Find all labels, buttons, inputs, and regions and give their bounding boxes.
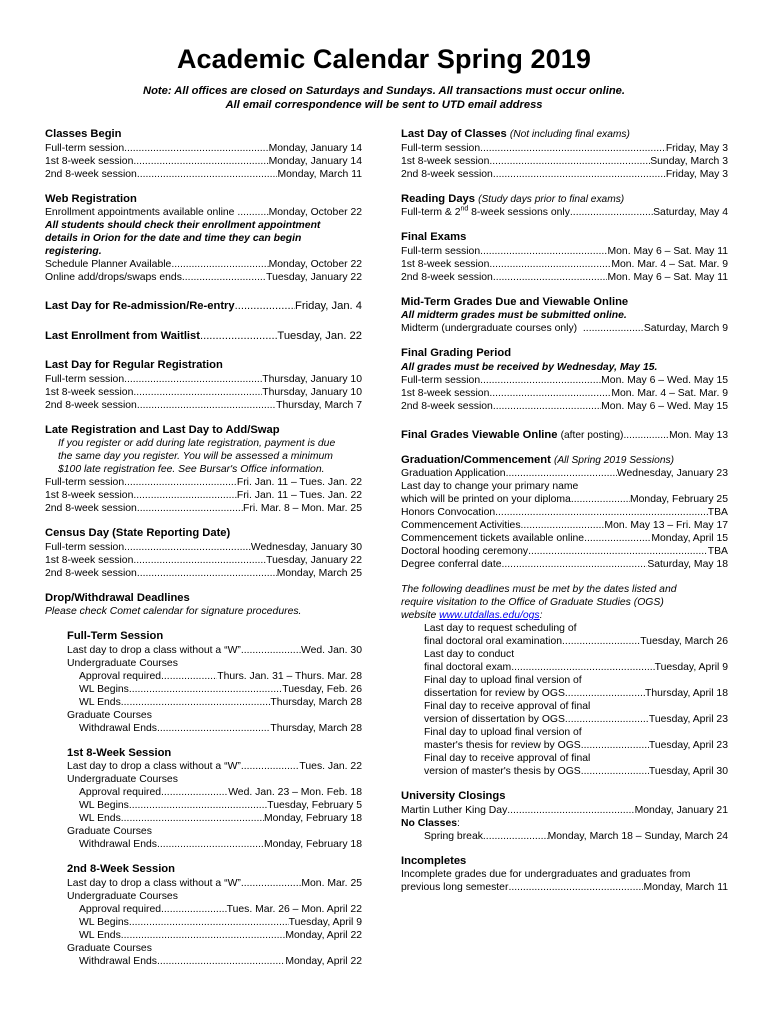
full-term-wl-ends-row xyxy=(45,696,362,709)
row-label: Withdrawal Ends xyxy=(79,839,157,850)
regular-registration-row xyxy=(45,399,362,412)
grades-viewable-row xyxy=(401,429,728,442)
row-label: Degree conferral date xyxy=(401,559,502,570)
no-classes-text: No Classes xyxy=(401,817,458,829)
row-label: final doctoral oral examination xyxy=(424,636,563,647)
warning-line: registering. xyxy=(45,246,102,257)
note-line: $100 late registration fee. See Bursar's Office information. xyxy=(58,464,325,475)
first-8-wl-begins-row xyxy=(45,799,362,812)
row-label: Approval required xyxy=(79,903,162,915)
page-title: Academic Calendar Spring 2019 xyxy=(176,44,592,74)
row-label: Approval required xyxy=(79,787,162,798)
commencement-tickets-row xyxy=(401,532,728,545)
row-label: 1st 8-week session xyxy=(45,490,134,501)
row-value: Tuesday, January 22 xyxy=(266,554,362,566)
spring-break-row xyxy=(401,830,728,843)
last-day-classes-row xyxy=(401,155,728,168)
row-value: Tues. Jan. 22 xyxy=(299,761,362,772)
row-value: Monday, March 11 xyxy=(277,168,362,180)
final-exams-row xyxy=(401,271,728,284)
final-exams-row xyxy=(401,258,728,271)
row-label: 2nd 8-week session xyxy=(45,399,137,411)
ogs-item-row xyxy=(401,687,728,700)
row-label: WL Ends xyxy=(79,813,121,824)
row-label: 2nd 8-week session xyxy=(401,168,493,180)
row-value: Tuesday, January 22 xyxy=(266,272,362,283)
row-value: Wed. Jan. 30 xyxy=(300,644,362,656)
ogs-item-line: Last day to request scheduling of xyxy=(424,623,577,634)
first-8-drop-row xyxy=(45,760,362,773)
label-part: Full-term & 2 xyxy=(401,207,461,218)
row-value: Mon. Mar. 25 xyxy=(301,877,362,889)
row-label: version of dissertation by OGS xyxy=(424,714,565,725)
final-exams-row xyxy=(401,245,728,258)
row-value: Monday, April 22 xyxy=(285,929,362,941)
heading-text: Reading Days xyxy=(401,192,475,205)
undergraduate-courses-label: Undergraduate Courses xyxy=(67,657,178,669)
row-value: Tuesday, April 23 xyxy=(648,714,728,725)
drop-withdrawal-note: Please check Comet calendar for signature procedures. xyxy=(45,606,302,617)
row-value: Mon. Mar. 4 – Sat. Mar. 9 xyxy=(611,258,728,270)
name-change-line: Last day to change your primary name xyxy=(401,481,579,492)
row-label: Withdrawal Ends xyxy=(79,955,157,967)
name-change-row xyxy=(401,493,728,506)
row-value: Friday, May 3 xyxy=(665,142,728,154)
row-label: 1st 8-week session xyxy=(45,554,134,566)
census-day-row xyxy=(45,541,362,554)
first-8-approval-row xyxy=(45,786,362,799)
readmission-value: Friday, Jan. 4 xyxy=(295,300,362,312)
row-value: Tuesday, February 5 xyxy=(267,800,362,811)
row-value: Monday, October 22 xyxy=(268,207,362,218)
row-label: WL Ends xyxy=(79,696,121,708)
final-grading-note: All grades must be received by Wednesday, May 15. xyxy=(401,361,658,373)
census-day-row xyxy=(45,554,362,567)
regular-registration-row xyxy=(45,386,362,399)
waitlist-label: Last Enrollment from Waitlist xyxy=(45,329,200,342)
second-8-wl-ends-row xyxy=(45,929,362,942)
row-label: Schedule Planner Available xyxy=(45,259,172,270)
heading-text: Last Day of Classes xyxy=(401,128,507,140)
final-grading-row xyxy=(401,400,728,413)
ogs-item-row xyxy=(401,765,728,778)
row-label: Martin Luther King Day xyxy=(401,804,508,816)
first-8-wl-ends-row xyxy=(45,812,362,825)
left-column xyxy=(45,128,362,968)
degree-conferral-row xyxy=(401,558,728,571)
row-label: 1st 8-week session xyxy=(45,386,134,398)
midterm-row xyxy=(401,322,728,335)
second-8-withdrawal-row xyxy=(45,955,362,968)
graduation-heading xyxy=(401,454,728,468)
graduation-application-row xyxy=(401,467,728,480)
second-8-wl-begins-row xyxy=(45,916,362,929)
row-value: Tuesday, March 26 xyxy=(640,636,728,647)
ogs-intro xyxy=(401,583,728,622)
late-registration-note xyxy=(45,437,362,476)
regular-registration-heading: Last Day for Regular Registration xyxy=(45,359,223,371)
row-label: final doctoral exam xyxy=(424,662,512,673)
row-label: dissertation for review by OGS xyxy=(424,688,565,699)
ogs-intro-text: : xyxy=(539,610,543,621)
row-label: WL Begins xyxy=(79,800,129,811)
last-day-classes-heading xyxy=(401,128,728,142)
incompletes-heading: Incompletes xyxy=(401,854,467,867)
row-label: Full-term session xyxy=(45,373,125,385)
full-term-session-heading: Full-Term Session xyxy=(67,630,164,642)
warning-line: details in Orion for the date and time they can begin xyxy=(45,233,302,244)
final-grading-row xyxy=(401,387,728,400)
row-label: Approval required xyxy=(79,670,162,682)
readmission-label: Last Day for Re-admission/Re-entry xyxy=(45,300,235,312)
row-value: Tuesday, Feb. 26 xyxy=(282,683,362,695)
row-label: Full-term session xyxy=(401,374,481,386)
ogs-item-line: Last day to conduct xyxy=(424,649,515,660)
row-label: Last day to drop a class without a “W” xyxy=(67,644,241,656)
enrollment-appointments-row xyxy=(45,206,362,219)
midterm-note: All midterm grades must be submitted online. xyxy=(401,310,627,321)
row-value: Thursday, April 18 xyxy=(645,688,728,699)
undergraduate-courses-label: Undergraduate Courses xyxy=(67,890,178,902)
census-day-row xyxy=(45,567,362,580)
row-label: Full-term session xyxy=(45,477,125,488)
late-registration-row xyxy=(45,476,362,489)
last-day-classes-row xyxy=(401,142,728,155)
row-value: Mon. May 6 – Wed. May 15 xyxy=(601,374,728,386)
row-label: Commencement tickets available online xyxy=(401,533,585,544)
row-value: Mon. May 6 – Sat. May 11 xyxy=(607,271,728,283)
ogs-intro-line: The following deadlines must be met by the dates listed and xyxy=(401,584,677,595)
row-value: Fri. Jan. 11 – Tues. Jan. 22 xyxy=(236,490,362,501)
row-value: Mon. Mar. 4 – Sat. Mar. 9 xyxy=(611,387,728,399)
row-label: version of master's thesis by OGS xyxy=(424,766,581,777)
ogs-item-line: Final day to upload final version of xyxy=(424,675,582,686)
row-label: 1st 8-week session xyxy=(45,155,134,167)
row-value: TBA xyxy=(707,507,728,518)
ogs-intro-text: website xyxy=(401,610,440,621)
row-value: Monday, March 11 xyxy=(643,882,728,893)
heading-text: Graduation/Commencement xyxy=(401,453,551,466)
row-label: WL Begins xyxy=(79,916,129,928)
undergraduate-courses-label: Undergraduate Courses xyxy=(67,774,178,785)
row-value: Mon. May 13 xyxy=(669,429,728,441)
row-label: Full-term session xyxy=(45,541,125,553)
regular-registration-row xyxy=(45,373,362,386)
row-label: Spring break xyxy=(424,830,483,842)
row-label: Withdrawal Ends xyxy=(79,722,157,734)
waitlist-value: Tuesday, Jan. 22 xyxy=(277,329,362,342)
ogs-website-link[interactable]: www.utdallas.edu/ogs xyxy=(439,610,540,621)
row-value: Thurs. Jan. 31 – Thurs. Mar. 28 xyxy=(217,670,362,682)
row-label: Doctoral hooding ceremony xyxy=(401,546,529,557)
row-value: Monday, January 14 xyxy=(268,142,362,154)
row-value: Fri. Mar. 8 – Mon. Mar. 25 xyxy=(243,503,362,514)
first-8-withdrawal-row xyxy=(45,838,362,851)
reading-days-heading xyxy=(401,193,728,207)
row-label: 2nd 8-week session xyxy=(45,503,137,514)
row-label: Full-term session xyxy=(401,245,481,257)
heading-qualifier: (All Spring 2019 Sessions) xyxy=(553,454,674,466)
row-label: Full-term session xyxy=(45,142,125,154)
row-label: Online add/drops/swaps ends xyxy=(45,272,182,283)
online-add-drop-row xyxy=(45,271,362,284)
row-label: 1st 8-week session xyxy=(401,387,490,399)
midterm-heading: Mid-Term Grades Due and Viewable Online xyxy=(401,295,629,308)
row-label: Enrollment appointments available online . xyxy=(45,207,241,218)
row-value: Tuesday, April 9 xyxy=(288,916,362,928)
row-value: Tuesday, April 23 xyxy=(648,740,728,751)
row-value: Monday, January 14 xyxy=(268,155,362,167)
classes-begin-heading: Classes Begin xyxy=(45,128,122,140)
last-day-classes-row xyxy=(401,168,728,181)
row-value: Mon. May 13 – Fri. May 17 xyxy=(604,520,728,531)
row-value: Thursday, January 10 xyxy=(262,386,362,398)
full-term-drop-row xyxy=(45,644,362,657)
census-day-heading: Census Day (State Reporting Date) xyxy=(45,527,231,539)
final-exams-heading: Final Exams xyxy=(401,231,467,243)
row-label xyxy=(401,429,623,442)
web-registration-heading: Web Registration xyxy=(45,192,137,205)
office-note-line-2: All email correspondence will be sent to UTD email address xyxy=(225,98,543,111)
row-label: master's thesis for review by OGS xyxy=(424,740,581,751)
row-label: Midterm (undergraduate courses only) xyxy=(401,323,583,334)
drop-withdrawal-heading: Drop/Withdrawal Deadlines xyxy=(45,591,190,604)
row-value: Monday, March 18 – Sunday, March 24 xyxy=(547,830,728,842)
row-value: Monday, April 15 xyxy=(651,533,728,544)
first-8-week-heading: 1st 8-Week Session xyxy=(67,746,172,759)
warning-line: All students should check their enrollment appointment xyxy=(45,220,321,231)
note-line: the same day you register. You will be assessed a minimum xyxy=(58,451,333,462)
incompletes-row xyxy=(401,881,728,894)
row-label: 2nd 8-week session xyxy=(401,271,493,283)
row-label: Full-term session xyxy=(401,142,481,154)
row-value: Tuesday, April 9 xyxy=(654,662,728,673)
schedule-planner-row xyxy=(45,258,362,271)
row-value: Monday, February 18 xyxy=(264,813,362,824)
note-line: If you register or add during late registration, payment is due xyxy=(58,438,336,449)
classes-begin-row xyxy=(45,155,362,168)
row-value: Mon. May 6 – Wed. May 15 xyxy=(601,400,728,412)
row-value: Wed. Jan. 23 – Mon. Feb. 18 xyxy=(228,787,362,798)
classes-begin-row xyxy=(45,168,362,181)
row-value: Fri. Jan. 11 – Tues. Jan. 22 xyxy=(236,477,362,488)
full-term-wl-begins-row xyxy=(45,683,362,696)
row-value: Monday, March 25 xyxy=(276,567,362,579)
no-classes-label: No Classes: xyxy=(401,817,460,829)
waitlist-row xyxy=(45,330,362,344)
row-value: Thursday, March 28 xyxy=(270,722,362,734)
row-value: Mon. May 6 – Sat. May 11 xyxy=(607,245,728,257)
row-value: Saturday, May 4 xyxy=(653,207,728,218)
second-8-approval-row xyxy=(45,903,362,916)
heading-qualifier: (after posting) xyxy=(560,429,624,441)
honors-convocation-row xyxy=(401,506,728,519)
row-label: WL Begins xyxy=(79,683,129,695)
right-column xyxy=(401,128,728,894)
row-label: 1st 8-week session xyxy=(401,258,490,270)
row-value: Wednesday, January 30 xyxy=(250,541,362,553)
row-value: Thursday, January 10 xyxy=(262,373,362,385)
row-value: Tuesday, April 30 xyxy=(648,766,728,777)
row-label: Honors Convocation xyxy=(401,507,496,518)
row-value: Monday, April 22 xyxy=(285,955,362,967)
second-8-drop-row xyxy=(45,877,362,890)
doctoral-hooding-row xyxy=(401,545,728,558)
row-label: Commencement Activities xyxy=(401,520,521,531)
ogs-item-row xyxy=(401,661,728,674)
row-label: which will be printed on your diploma xyxy=(401,494,571,505)
full-term-withdrawal-row xyxy=(45,722,362,735)
row-label: WL Ends xyxy=(79,929,121,941)
late-registration-row xyxy=(45,502,362,515)
row-label: 2nd 8-week session xyxy=(401,400,493,412)
ogs-item-row xyxy=(401,635,728,648)
graduate-courses-label: Graduate Courses xyxy=(67,826,152,837)
row-value: Thursday, March 7 xyxy=(276,399,362,411)
row-value: Sunday, March 3 xyxy=(650,155,728,167)
ogs-item-row xyxy=(401,739,728,752)
office-note xyxy=(0,85,768,112)
row-value: Saturday, March 9 xyxy=(643,323,728,334)
mlk-day-row xyxy=(401,804,728,817)
final-grading-heading: Final Grading Period xyxy=(401,347,512,359)
commencement-activities-row xyxy=(401,519,728,532)
row-value: Monday, October 22 xyxy=(268,259,362,270)
second-8-week-heading: 2nd 8-Week Session xyxy=(67,863,175,875)
ogs-intro-line: require visitation to the Office of Graduate Studies (OGS) xyxy=(401,597,664,608)
row-value: Wednesday, January 23 xyxy=(616,468,728,479)
university-closings-heading: University Closings xyxy=(401,790,506,802)
reading-days-row xyxy=(401,206,728,219)
row-label: 2nd 8-week session xyxy=(45,567,137,579)
final-grading-row xyxy=(401,374,728,387)
row-value: Monday, January 21 xyxy=(634,804,728,816)
full-term-approval-row xyxy=(45,670,362,683)
heading-qualifier: (Study days prior to final exams) xyxy=(478,193,625,205)
row-label: 2nd 8-week session xyxy=(45,168,137,180)
row-label: 1st 8-week session xyxy=(401,155,490,167)
ogs-item-line: Final day to upload final version of xyxy=(424,727,582,738)
enrollment-warning xyxy=(45,219,362,258)
row-value: Thursday, March 28 xyxy=(270,696,362,708)
label-part: 8-week sessions only xyxy=(468,207,570,218)
ogs-intro-line xyxy=(401,609,728,622)
classes-begin-row xyxy=(45,142,362,155)
late-registration-row xyxy=(45,489,362,502)
ogs-item-row xyxy=(401,713,728,726)
row-label: Graduation Application xyxy=(401,468,506,479)
heading-text: Final Grades Viewable Online xyxy=(401,428,558,441)
late-registration-heading: Late Registration and Last Day to Add/Swap xyxy=(45,423,280,436)
incompletes-line: Incomplete grades due for undergraduates and graduates from xyxy=(401,869,691,880)
readmission-row xyxy=(45,300,362,314)
row-value: TBA xyxy=(707,546,728,557)
ogs-item-line: Final day to receive approval of final xyxy=(424,701,591,712)
row-value: Monday, February 18 xyxy=(264,839,362,850)
ogs-item-line: Final day to receive approval of final xyxy=(424,753,591,764)
row-value: Monday, February 25 xyxy=(630,494,728,505)
graduate-courses-label: Graduate Courses xyxy=(67,709,152,721)
row-value: Tues. Mar. 26 – Mon. April 22 xyxy=(226,903,362,915)
office-note-line-1: Note: All offices are closed on Saturdays and Sundays. All transactions must occur online. xyxy=(142,85,625,97)
row-label xyxy=(401,206,570,219)
heading-qualifier: (Not including final exams) xyxy=(509,129,630,140)
row-label: Last day to drop a class without a “W” xyxy=(67,761,241,772)
label-superscript: nd xyxy=(460,205,469,213)
row-value: Saturday, May 18 xyxy=(647,559,728,570)
row-value: Friday, May 3 xyxy=(665,168,728,180)
row-label: previous long semester xyxy=(401,882,509,893)
graduate-courses-label: Graduate Courses xyxy=(67,942,152,954)
row-label: Last day to drop a class without a “W” xyxy=(67,877,241,889)
